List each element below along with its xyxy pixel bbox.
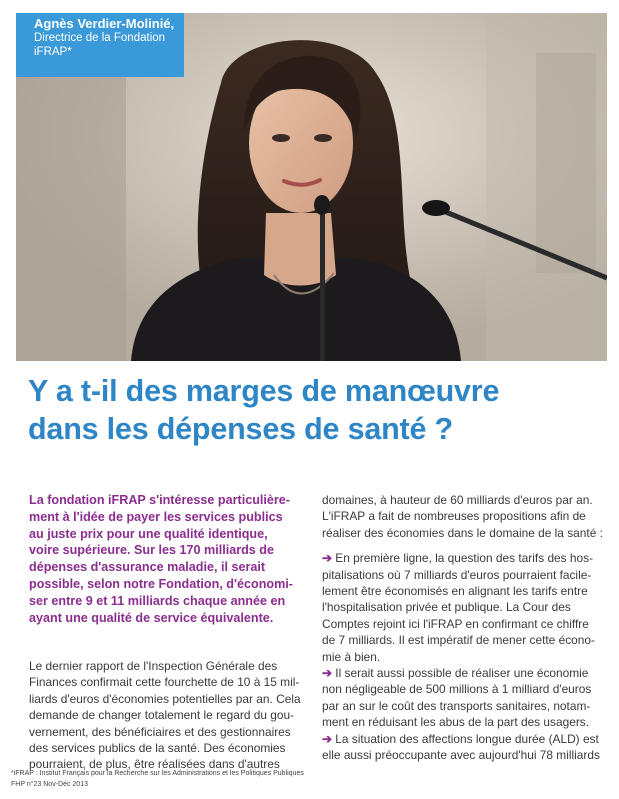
- bullet-line: de 7 milliards. Il est impératif de mener cette écono-: [322, 633, 595, 648]
- body-line: liards d'euros d'économies potentielles par an. Cela: [29, 691, 301, 706]
- lead-line: ayant une qualité de service équivalente.: [29, 610, 274, 625]
- bullet-line: mie à bien.: [322, 649, 381, 664]
- bullet-line: pitalisations où 7 milliards d'euros pourraient facile-: [322, 567, 592, 582]
- caption-name: Agnès Verdier-Molinié,: [34, 16, 175, 31]
- bullet-line: ment en réduisant les abus de la part des usagers.: [322, 715, 590, 730]
- arrow-bullet-icon: ➔: [322, 551, 332, 566]
- photo-caption: [16, 13, 184, 77]
- caption-role-line1: Directrice de la Fondation: [34, 32, 166, 44]
- headline-line-2: dans les dépenses de santé ?: [28, 412, 453, 446]
- bullet-line: elle aussi préoccupante avec aujourd'hui 78 milliards: [322, 748, 600, 763]
- intro-line: domaines, à hauteur de 60 milliards d'euros par an.: [322, 493, 593, 507]
- intro-line: réaliser des économies dans le domaine de la santé :: [322, 525, 603, 540]
- body-line: des services publics de la santé. Des économies: [29, 741, 286, 756]
- arrow-bullet-icon: ➔: [322, 731, 332, 746]
- headline-line-1: Y a t-il des marges de manœuvre: [28, 374, 500, 408]
- bullet-line: par an sur le coût des transports sanitaires, notam-: [322, 698, 591, 713]
- body-line: pourraient, de plus, être réalisées dans d'autres: [29, 757, 280, 772]
- body-line: Le dernier rapport de l'Inspection Générale des: [29, 659, 278, 673]
- footnote: *iFRAP : Institut Français pour la Recherche sur les Administrations et les Politiques Publiques: [11, 770, 304, 777]
- arrow-bullet-icon: ➔: [322, 666, 332, 681]
- body-paragraph-left: [29, 658, 311, 773]
- bullet-line: lement être économisés en alignant les tarifs entre: [322, 584, 588, 599]
- body-column-right: [322, 492, 612, 764]
- article-headline: [28, 372, 613, 448]
- caption-role-line2: iFRAP*: [34, 46, 72, 58]
- intro-line: L'iFRAP a fait de nombreuses propositions afin de: [322, 509, 586, 524]
- bullet-item-3: ➔ La situation des affections longue durée (ALD) est: [322, 731, 599, 746]
- page-reference: FHP n°23 Nov-Déc 2013: [11, 781, 88, 788]
- bullet-line: non négligeable de 500 millions à 1 milliard d'euros: [322, 682, 592, 697]
- body-line: Finances confirmait cette fourchette de 10 à 15 mil-: [29, 675, 300, 690]
- lead-line: au juste prix pour une qualité identique,: [29, 526, 268, 541]
- lead-line: possible, selon notre Fondation, d'économi-: [29, 576, 293, 591]
- lead-line: voire supérieure. Sur les 170 milliards de: [29, 543, 274, 558]
- body-line: demande de changer totalement le regard du gou-: [29, 708, 295, 723]
- lead-line: ment à l'idée de payer les services publics: [29, 509, 283, 524]
- bullet-item-1: ➔ En première ligne, la question des tarifs des hos-: [322, 551, 594, 566]
- bullet-item-2: ➔ Il serait aussi possible de réaliser une économie: [322, 666, 589, 681]
- lead-line: ser entre 9 et 11 milliards chaque année en: [29, 593, 286, 608]
- lead-line: La fondation iFRAP s'intéresse particulière-: [29, 493, 290, 507]
- body-line: vernement, des bénéficiaires et des gestionnaires: [29, 724, 291, 739]
- bullet-line: l'hospitalisation privée et publique. La Cour des: [322, 600, 571, 615]
- lead-line: dépenses d'assurance maladie, il serait: [29, 560, 266, 575]
- lead-paragraph: [29, 492, 311, 626]
- bullet-line: Comptes rejoint ici l'iFRAP en confirmant ce chiffre: [322, 616, 589, 631]
